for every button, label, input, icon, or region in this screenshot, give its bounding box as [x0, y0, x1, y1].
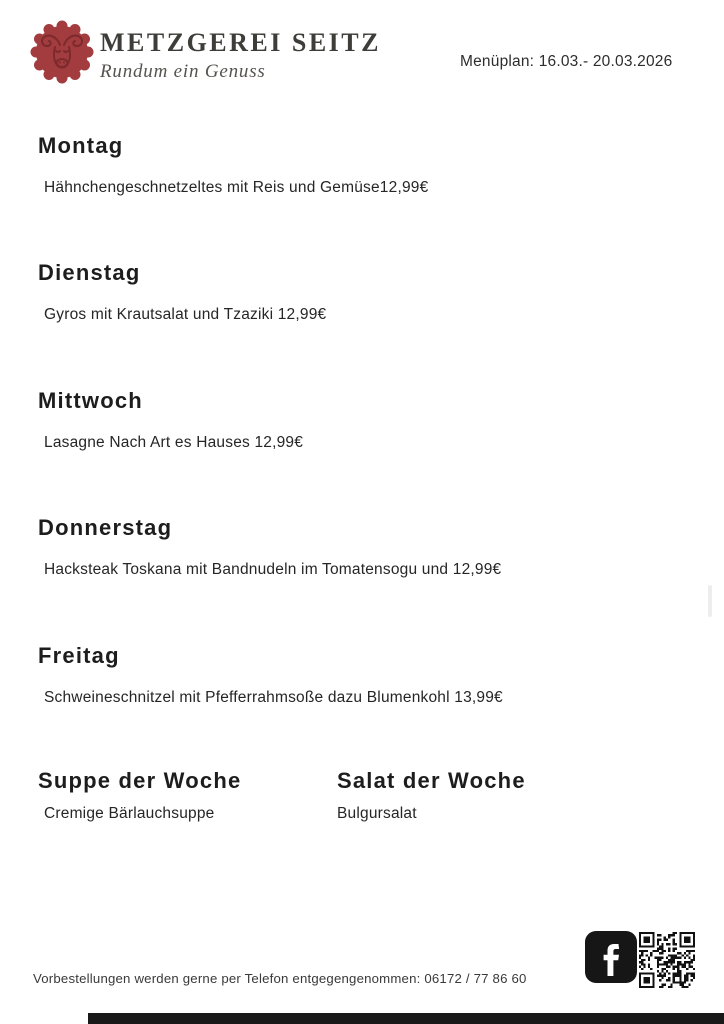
bottom-bar	[88, 1013, 724, 1024]
day-heading: Montag	[38, 133, 124, 158]
preorder-phone-note: Vorbestellungen werden gerne per Telefon entgegengenommen: 06172 / 77 86 60	[33, 971, 527, 986]
day-dish: Lasagne Nach Art es Hauses 12,99€	[44, 434, 304, 451]
salad-of-week-item: Bulgursalat	[337, 805, 417, 822]
brand-name: METZGEREI SEITZ	[100, 28, 381, 57]
qr-code	[639, 932, 695, 988]
day-section-mittwoch	[38, 389, 678, 452]
day-heading: Mittwoch	[38, 388, 143, 413]
salad-of-week-section	[337, 768, 526, 823]
salad-of-week-title: Salat der Woche	[337, 768, 526, 793]
day-section-donnerstag	[38, 516, 678, 579]
day-heading: Dienstag	[38, 260, 141, 285]
day-dish: Hähnchengeschnetzeltes mit Reis und Gemüse12,99€	[44, 179, 429, 196]
soup-of-week-title: Suppe der Woche	[38, 768, 242, 793]
day-section-dienstag	[38, 261, 678, 324]
day-heading: Freitag	[38, 643, 120, 668]
day-heading: Donnerstag	[38, 515, 173, 540]
brand-block	[100, 29, 381, 83]
scrollbar-thumb[interactable]	[708, 585, 712, 617]
facebook-icon[interactable]	[585, 931, 637, 983]
soup-of-week-section	[38, 768, 241, 823]
day-dish: Hacksteak Toskana mit Bandnudeln im Tomatensogu und 12,99€	[44, 561, 502, 578]
soup-of-week-item: Cremige Bärlauchsuppe	[44, 805, 215, 822]
day-section-montag	[38, 134, 678, 197]
day-dish: Gyros mit Krautsalat und Tzaziki 12,99€	[44, 306, 327, 323]
day-section-freitag	[38, 644, 678, 707]
day-dish: Schweineschnitzel mit Pfefferrahmsoße dazu Blumenkohl 13,99€	[44, 689, 503, 706]
bull-head-seal-icon	[30, 19, 94, 85]
brand-tagline: Rundum ein Genuss	[100, 60, 266, 82]
menu-plan-date: Menüplan: 16.03.- 20.03.2026	[460, 53, 673, 70]
